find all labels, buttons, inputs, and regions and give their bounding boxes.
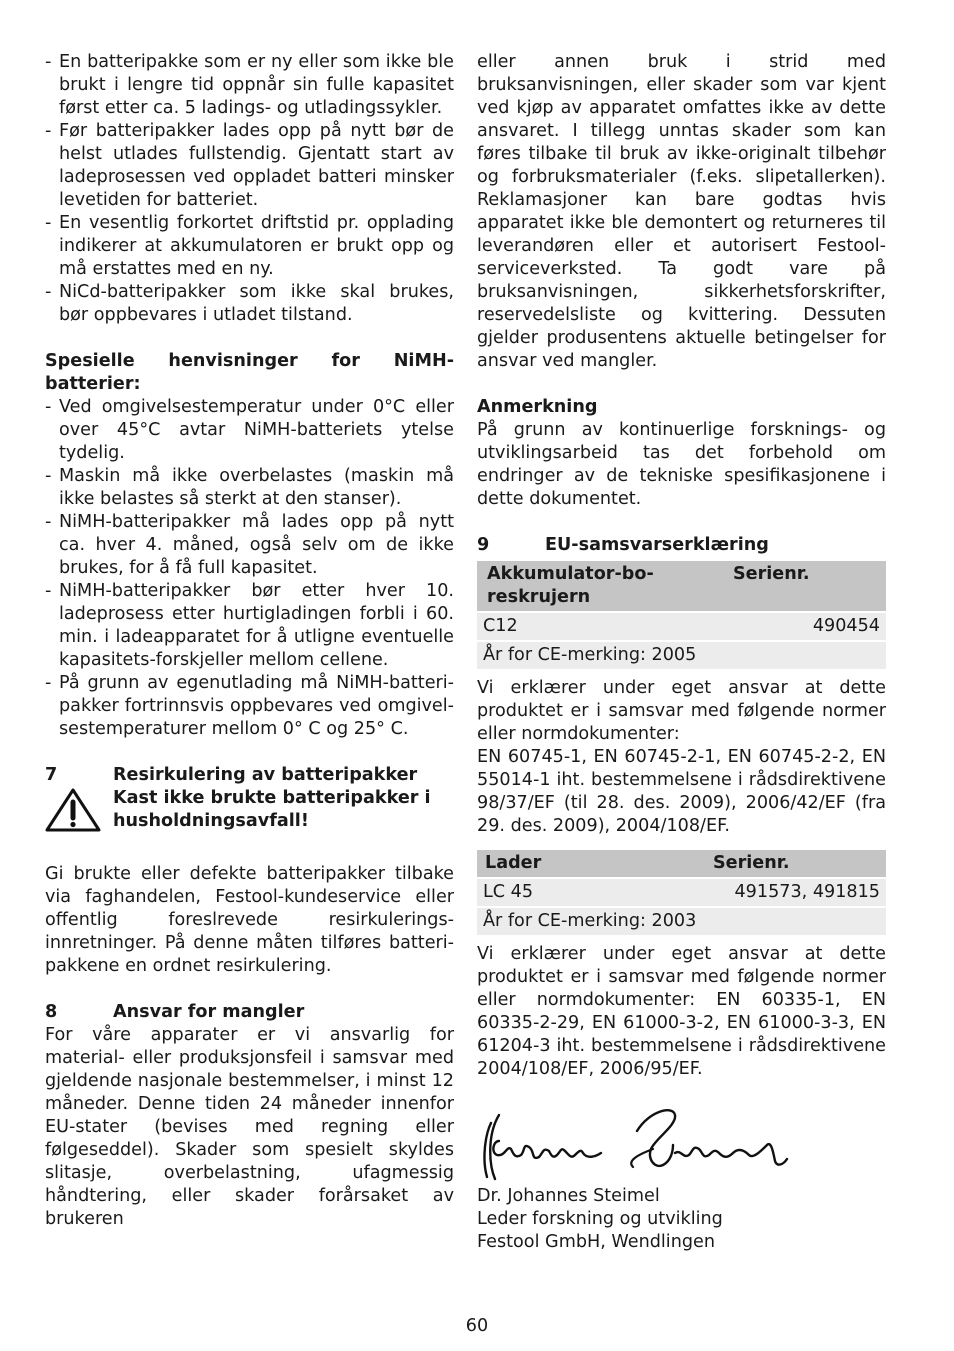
declaration-1: Vi erklærer under eget ansvar at dette produktet er i samsvar med følgende normer eller normdokumenter:	[477, 678, 886, 744]
list-item: - En batteripakke som er ny eller som ikke ble brukt i lengre tid oppnår sin fulle kapasitet først etter ca. 5 ladings- og utladingssykler.	[45, 51, 454, 120]
section-9-heading	[477, 534, 886, 557]
signer-title: Leder forskning og utvikling	[477, 1209, 723, 1229]
table-row	[477, 641, 886, 669]
declaration-1-norms: EN 60745-1, EN 60745-2-1, EN 60745-2-2, EN 55014-1 iht. bestemmelsene i rådsdirektivene 98/37/EF (til 28. des. 2009), 2006/42/EF (fra 29. des. 2009), 2004/108/EF.	[477, 747, 886, 836]
warranty-body: For våre apparater er vi ansvarlig for material- eller produksjonsfeil i samsvar med gjeldende nasjonale bestemmelser, i minst 12 måneder. Denne tiden 24 måneder innenfor EU-stater (bevises med regning eller følgeseddel). Skader som spesielt skyldes slitasje, overbelastning, ufagmessig håndtering, eller skader forårsaket av brukeren	[45, 1025, 454, 1229]
page-number: 60	[465, 1316, 489, 1336]
section-number: 8	[45, 1002, 58, 1022]
signature	[477, 1105, 886, 1185]
section-7-heading	[45, 764, 454, 787]
warranty-continued: eller annen bruk i strid med bruksanvisningen, eller skader som var kjent ved kjøp av apparatet omfattes ikke av dette ansvaret. I tillegg unntas skader som kan føres tilbake til bruk av ikke-originalt tilbehør og forbruksmaterialer (f.eks. slipetallerken). Reklamasjoner kan bare godtas hvis apparatet ikke ble demontert og returneres til leverandøren eller et autorisert Festool-serviceverksted. Ta godt vare på bruksanvisningen, sikkerhetsforskrifter, reservedelsliste og kvittering. Dessuten gjelder produsentens aktuelle betingelser for ansvar ved mangler.	[477, 52, 886, 371]
list-item: - En vesentlig forkortet driftstid pr. opplading indikerer at akkumulatoren er brukt opp og må erstattes med en ny.	[45, 212, 454, 281]
list-item: - Maskin må ikke overbelastes (maskin må ikke belastes så sterkt at den stanser).	[45, 465, 454, 511]
list-item: - NiMH-batteripakker bør etter hver 10. ladeprosess etter hurtigladingen forbli i 60. min. i ladeapparatet for å utligne eventuelle kapasitets-forskjeller mellom cellene.	[45, 580, 454, 672]
section-number: 9	[477, 535, 490, 555]
list-item: - Ved omgivelsestemperatur under 0°C eller over 45°C avtar NiMH-batteriets ytelse tydelig.	[45, 396, 454, 465]
table-cell: År for CE-merking: 2005	[477, 641, 886, 669]
nimh-tips-list	[45, 396, 454, 741]
table-header: Serienr.	[725, 561, 886, 612]
section-title: EU-samsvarserklæring	[545, 535, 769, 555]
note-body: På grunn av kontinuerlige forsknings- og utviklingsarbeid tas det forbehold om endringer av de tekniske spesifikasjonene i dette dokumentet.	[477, 420, 886, 509]
declaration-2: Vi erklærer under eget ansvar at dette produktet er i samsvar med følgende normer eller normdokumenter: EN 60335-1, EN 60335-2-29, EN 61000-3-2, EN 61000-3-3, EN 61204-3 iht. bestemmelsene i rådsdirektivene 2004/108/EF, 2006/95/EF.	[477, 944, 886, 1079]
recycling-warning	[45, 787, 454, 840]
note-heading: Anmerkning	[477, 397, 598, 417]
table-header: Akkumulator-bo-reskrujern	[477, 561, 725, 612]
list-item: - NiMH-batteripakker må lades opp på nytt ca. hver 4. måned, også selv om de ikke brukes, for å få full kapasitet.	[45, 511, 454, 580]
list-item: - På grunn av egenutlading må NiMH-batteri-pakker fortrinnsvis oppbevares ved omgivel-sestemperaturer mellom 0° C og 25° C.	[45, 672, 454, 741]
table-row	[477, 612, 886, 641]
battery-tips-list	[45, 51, 454, 327]
right-column	[477, 51, 886, 1254]
table-cell: 490454	[725, 612, 886, 641]
nimh-heading: Spesielle henvisninger for NiMH-batterier:	[45, 351, 454, 394]
drill-spec-table	[477, 561, 886, 669]
list-item: - NiCd-batteripakker som ikke skal brukes, bør oppbevares i utladet tilstand.	[45, 281, 454, 327]
recycling-body: Gi brukte eller defekte batteripakker tilbake via faghandelen, Festool-kundeservice eller offentlig foreslrevede resirkulerings-innretninger. På denne måten tilføres batteri-pakkene en ordnet resirkulering.	[45, 864, 454, 976]
signer-name: Dr. Johannes Steimel	[477, 1186, 660, 1206]
table-row	[477, 878, 886, 907]
table-cell: År for CE-merking: 2003	[477, 907, 886, 935]
table-header: Lader	[477, 850, 705, 878]
warning-triangle-icon	[45, 787, 113, 840]
signer-company: Festool GmbH, Wendlingen	[477, 1232, 715, 1252]
section-title: Ansvar for mangler	[113, 1002, 305, 1022]
table-row	[477, 907, 886, 935]
list-item: - Før batteripakker lades opp på nytt bør de helst utlades fullstendig. Gjentatt start av ladeprosessen ved oppladet batteri minsker levetiden for batteriet.	[45, 120, 454, 212]
section-number: 7	[45, 765, 58, 785]
table-cell: 491573, 491815	[705, 878, 886, 907]
table-cell: C12	[477, 612, 725, 641]
warning-text: Kast ikke brukte batteripakker i husholdningsavfall!	[113, 788, 431, 831]
left-column	[45, 51, 454, 1231]
charger-spec-table	[477, 850, 886, 935]
table-cell: LC 45	[477, 878, 705, 907]
table-header: Serienr.	[705, 850, 886, 878]
section-8-heading	[45, 1001, 454, 1024]
section-title: Resirkulering av batteripakker	[113, 765, 418, 785]
